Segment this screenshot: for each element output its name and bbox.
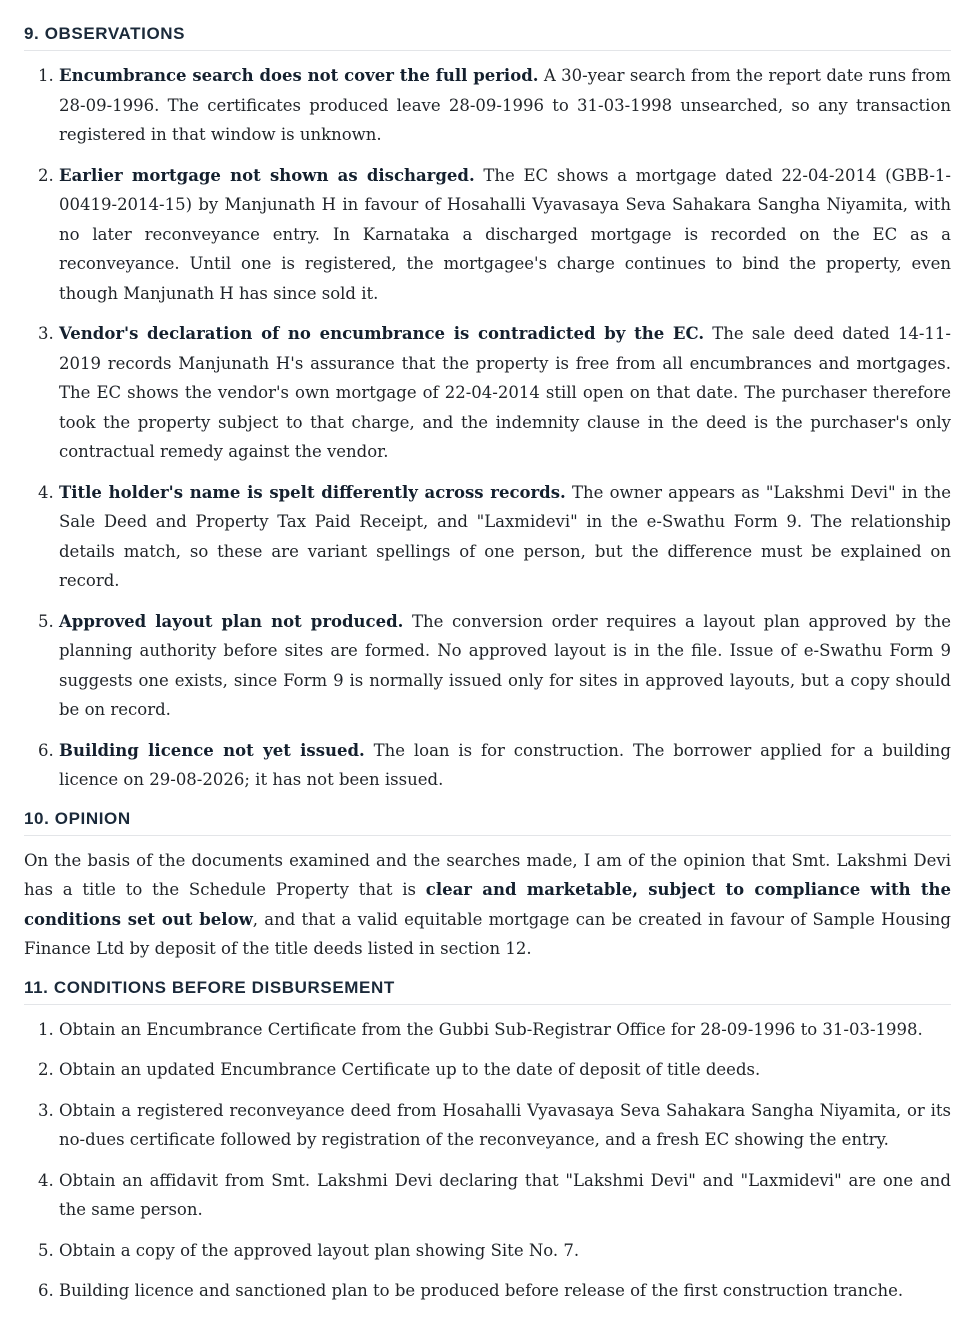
observation-item [59, 607, 951, 725]
observation-item [59, 319, 951, 467]
observation-item [59, 736, 951, 795]
observation-lead: Title holder's name is spelt differently across records. [59, 482, 566, 502]
observation-item [59, 61, 951, 150]
observation-text: The EC shows a mortgage dated 22-04-2014 (GBB-1-00419-2014-15) by Manjunath H in favour of Hosahalli Vyavasaya Seva Sahakara Sangha Niyamita, with no later reconveyance entry. In Karnataka a discharged mortgage is recorded on the EC as a reconveyance. Until one is registered, the mortgagee's charge continues to bind the property, even though Manjunath H has since sold it. [59, 165, 952, 303]
opinion-heading: 10. OPINION [24, 809, 951, 836]
opinion-paragraph [24, 846, 951, 964]
observation-text: A 30-year search from the report date runs from 28-09-1996. The certificates produced leave 28-09-1996 to 31-03-1998 unsearched, so any transaction registered in that window is unknown. [59, 66, 952, 144]
conditions-section [24, 978, 951, 1306]
observation-text: The conversion order requires a layout plan approved by the planning authority before sites are formed. No approved layout is in the file. Issue of e-Swathu Form 9 suggests one exists, since Form 9 is normally issued only for sites in approved layouts, but a copy should be on record. [59, 611, 952, 719]
observation-lead: Encumbrance search does not cover the full period. [59, 66, 539, 85]
observations-list [24, 61, 951, 795]
condition-item: 2. Obtain an updated Encumbrance Certificate up to the date of deposit of title deeds. [59, 1055, 951, 1085]
condition-item: 1. Obtain an Encumbrance Certificate from the Gubbi Sub-Registrar Office for 28-09-1996 to 31-03-1998. [59, 1015, 951, 1045]
observation-text: The loan is for construction. The borrower applied for a building licence on 29-08-2026; it has not been issued. [59, 740, 951, 789]
observations-heading: 9. OBSERVATIONS [24, 24, 951, 51]
observation-lead: Vendor's declaration of no encumbrance is contradicted by the EC. [59, 324, 705, 343]
observation-text: The sale deed dated 14-11-2019 records Manjunath H's assurance that the property is free from all encumbrances and mortgages. The EC shows the vendor's own mortgage of 22-04-2014 still open on that date. The purchaser therefore took the property subject to that charge, and the indemnity clause in the deed is the purchaser's only contractual remedy against the vendor. [59, 324, 952, 461]
observation-text: The owner appears as "Lakshmi Devi" in the Sale Deed and Property Tax Paid Receipt, and "Laxmidevi" in the e-Swathu Form 9. The relationship details match, so these are variant spellings of one person, but the difference must be explained on record. [59, 482, 952, 590]
observation-lead: Earlier mortgage not shown as discharged. [59, 165, 475, 185]
opinion-section [24, 809, 951, 964]
opinion-text-before: On the basis of the documents examined and the searches made, I am of the opinion that Smt. Lakshmi Devi has a title to the Schedule Property that is [24, 850, 951, 899]
condition-item: 4. Obtain an affidavit from Smt. Lakshmi Devi declaring that "Lakshmi Devi" and "Laxmidevi" are one and the same person. [59, 1166, 951, 1225]
observation-item [59, 161, 951, 309]
condition-item: 5. Obtain a copy of the approved layout plan showing Site No. 7. [59, 1236, 951, 1266]
observation-item [59, 478, 951, 596]
condition-item: 3. Obtain a registered reconveyance deed from Hosahalli Vyavasaya Seva Sahakara Sangha Niyamita, or its no-dues certificate followed by registration of the reconveyance, and a fresh EC showing the entry. [59, 1096, 951, 1155]
condition-item: 6. Building licence and sanctioned plan to be produced before release of the first construction tranche. [59, 1276, 951, 1306]
observation-lead: Approved layout plan not produced. [59, 611, 404, 631]
observations-section [24, 24, 951, 795]
conditions-heading: 11. CONDITIONS BEFORE DISBURSEMENT [24, 978, 951, 1005]
conditions-list [24, 1015, 951, 1306]
opinion-bold-text: clear and marketable, subject to compliance with the conditions set out below [24, 880, 951, 929]
opinion-text-after: , and that a valid equitable mortgage can be created in favour of Sample Housing Finance Ltd by deposit of the title deeds listed in section 12. [24, 909, 951, 958]
observation-lead: Building licence not yet issued. [59, 740, 365, 760]
